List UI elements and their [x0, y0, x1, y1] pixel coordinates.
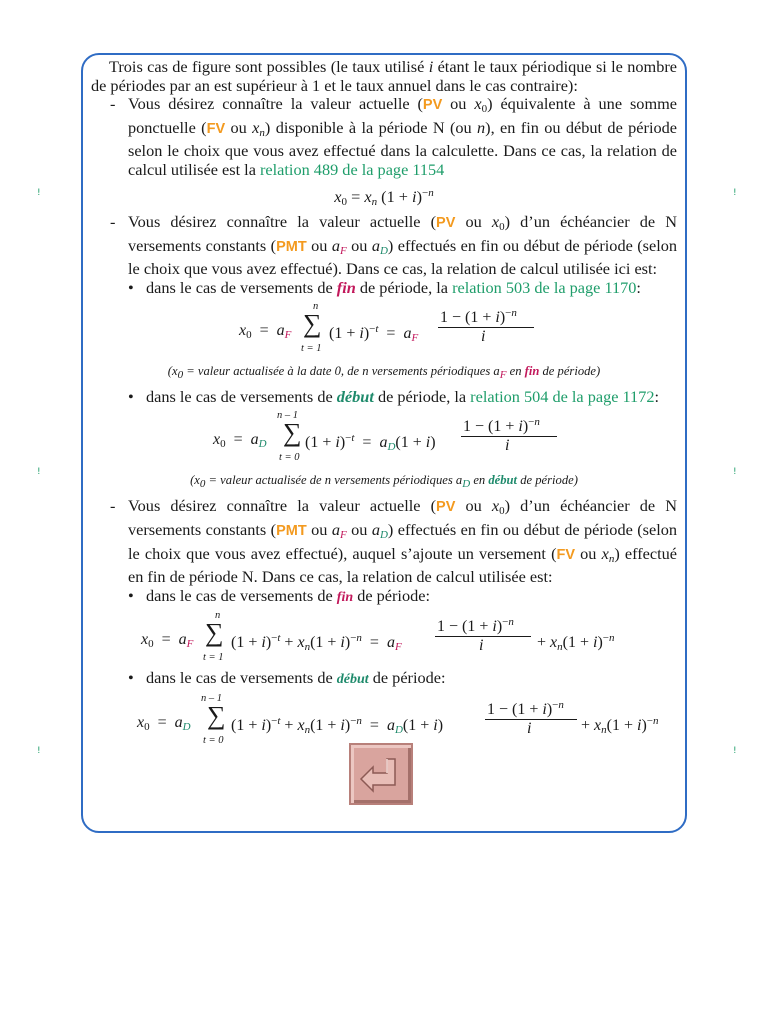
margin-mark: ! — [37, 746, 41, 756]
case-3: - Vous désirez connaître la valeur actuelle (PV ou $x_0$) d’un échéancier de N versements constants (PMT ou aF ou aD) effectués en fin ou début de période (selon le choix que vous avez effectué), auquel s’ajoute un versement (FV ou $x_n$) effectué en fin de période N. Dans ce cas, la relation de calcul utilisée est: — [110, 496, 678, 587]
link-relation-504[interactable]: relation 504 de la page 1172 — [470, 387, 655, 407]
debut-keyword: début — [336, 672, 369, 688]
formula-1: $x_0 = x_n$ $(1 + i)^{-n}$ — [334, 186, 434, 208]
pv-label: PV — [436, 215, 456, 232]
formula-3-debut: $x_0$ = aD n – 1 ∑ t = 0 $(1 + i)^{-t} + x_n(1 + i)^{-n} = aD(1 + i)$ $1 - (1 + i)^{-n}$ i + $x_n(1 + i)^{-n}$ — [137, 692, 659, 746]
formula-2-fin: $x_0$ = aF n ∑ t = 1 $(1 + i)^{-t}$ = aF $1 - (1 + i)^{-n}$ i — [91, 298, 677, 360]
margin-mark: ! — [37, 467, 41, 477]
link-relation-503[interactable]: relation 503 de la page 1170 — [452, 277, 637, 297]
pmt-label: PMT — [276, 522, 307, 539]
note-debut: (x0 = valeur actualisée de n versements périodiques aD en début de période) — [190, 472, 578, 490]
link-relation-489[interactable]: relation 489 de la page 1154 — [260, 159, 445, 179]
intro-paragraph: Trois cas de figure sont possibles (le taux utilisé i étant le taux périodique si le nombre de périodes par an est supérieur à 1 et le taux annuel dans le cas contraire): — [91, 57, 677, 95]
note-fin: (x0 = valeur actualisée à la date 0, de n versements périodiques aF en fin de période) — [167, 363, 601, 381]
back-button[interactable] — [349, 743, 413, 805]
fv-label: FV — [556, 546, 576, 563]
margin-mark: ! — [733, 746, 737, 756]
fin-keyword: fin — [336, 589, 354, 605]
case-3-fin-bullet: • dans le cas de versements de fin de période: — [128, 585, 430, 605]
return-arrow-icon — [359, 753, 403, 795]
pv-label: PV — [422, 97, 443, 114]
case-2-fin-bullet: • dans le cas de versements de fin de période, la relation 503 de la page 1170: — [128, 277, 641, 297]
main-text — [91, 58, 677, 752]
formula-2-debut: $x_0$ = aD n – 1 ∑ t = 0 $(1 + i)^{-t} = aD(1 + i)$ $1 - (1 + i)^{-n}$ i — [91, 407, 677, 469]
pv-label: PV — [436, 499, 456, 516]
fv-label: FV — [206, 120, 226, 137]
margin-mark: ! — [37, 188, 41, 198]
case-2: - Vous désirez connaître la valeur actuelle (PV ou $x_0$) d’un échéancier de N versements constants (PMT ou aF ou aD) effectués en fin ou début de période (selon le choix que vous avez effectué). Dans ce cas, la relation de calcul utilisée ici est: — [110, 212, 678, 279]
case-3-debut-bullet: • dans le cas de versements de début de période: — [128, 668, 446, 688]
case-1: - Vous désirez connaître la valeur actuelle (PV ou $x_0$) équivalente à une somme ponctuelle (FV ou $x_n$) disponible à la période N (ou n), en fin ou début de période selon le choix que vous avez effectué dans la calculette. Dans ce cas, la relation de calcul utilisée est la relation 489 de la page 1154 — [110, 94, 677, 179]
pmt-label: PMT — [276, 238, 307, 255]
case-2-debut-bullet: • dans le cas de versements de début de période, la relation 504 de la page 1172: — [128, 387, 660, 407]
margin-mark: ! — [733, 188, 737, 198]
fin-keyword: fin — [336, 277, 356, 297]
formula-3-fin: $x_0$ = aF n ∑ t = 1 $(1 + i)^{-t} + x_n(1 + i)^{-n}$ = aF $1 - (1 + i)^{-n}$ i + $x_n(1 + i)^{-n}$ — [141, 610, 615, 664]
margin-mark: ! — [733, 467, 737, 477]
debut-keyword: début — [336, 387, 374, 407]
